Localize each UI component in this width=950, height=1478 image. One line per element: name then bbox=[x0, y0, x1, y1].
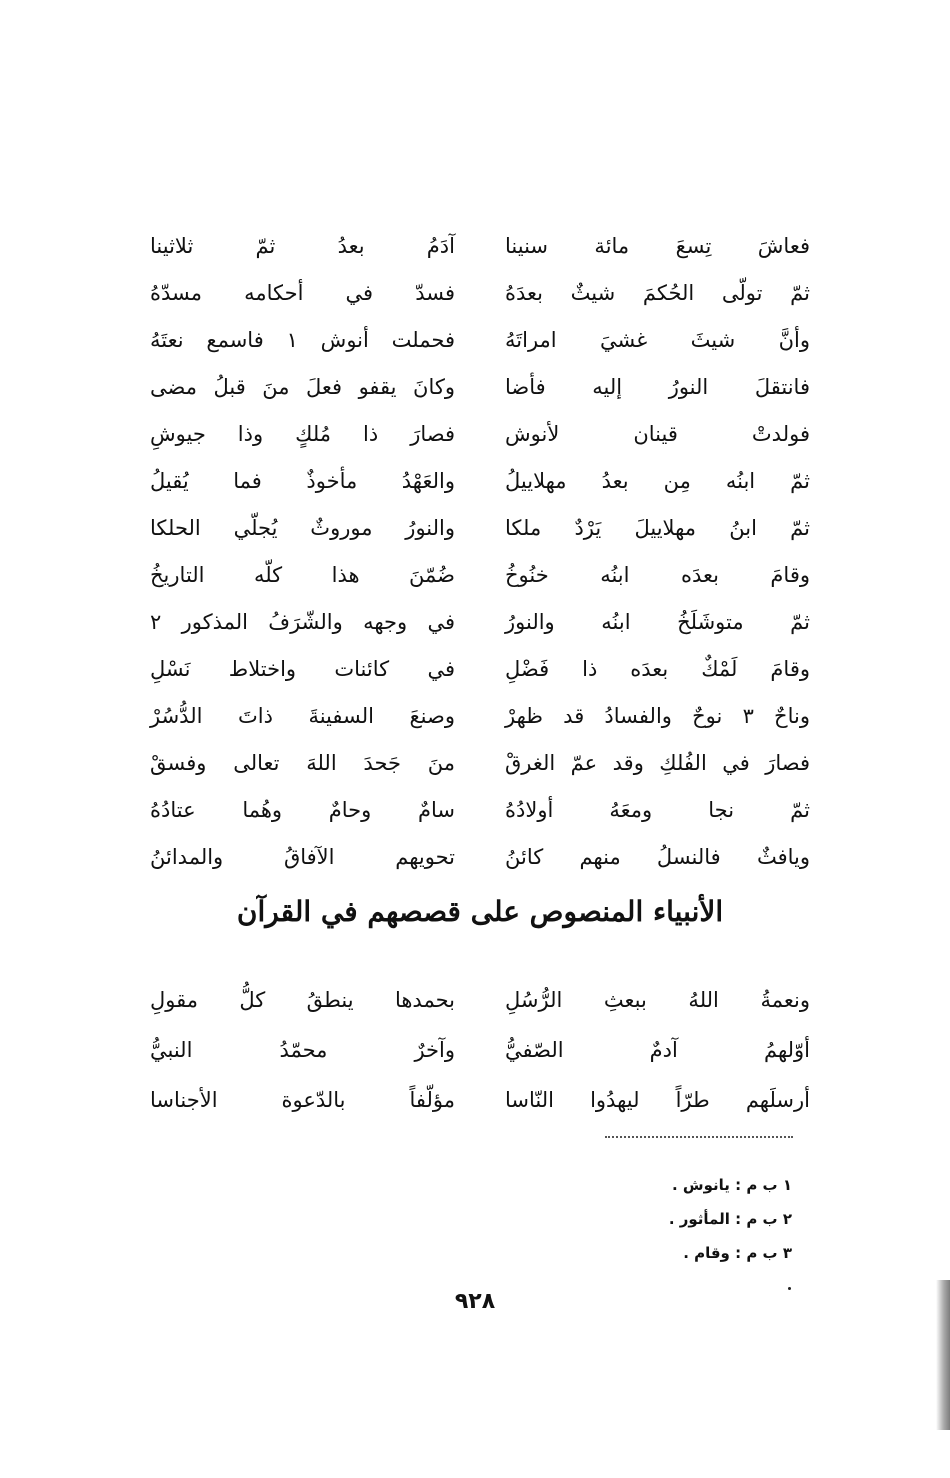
verse bbox=[150, 1075, 810, 1125]
verse bbox=[150, 645, 810, 692]
verse bbox=[150, 598, 810, 645]
verse bbox=[150, 410, 810, 457]
verse-first-hemistich: ثمّ متوشَلَخُ ابنُه والنورُ bbox=[505, 609, 810, 634]
verse-first-hemistich: فولدتْ قينان لأنوش bbox=[505, 421, 810, 446]
footnote-separator bbox=[605, 1136, 793, 1138]
verse bbox=[150, 457, 810, 504]
poem-section-1 bbox=[150, 222, 810, 880]
verse-first-hemistich: فعاشَ تِسعَ مائة سنينا bbox=[505, 233, 810, 258]
verse bbox=[150, 363, 810, 410]
section-heading: الأنبياء المنصوص على قصصهم في القرآن bbox=[236, 895, 724, 928]
verse-first-hemistich: وقامَ لَمْكٌ بعدَه ذا فَضْلِ bbox=[505, 656, 810, 681]
verse-first-hemistich: ثمّ نجا ومعَهُ أولادُهُ bbox=[505, 797, 810, 822]
verse-second-hemistich: ضُمّنَ هذا كلّه التاريخُ bbox=[150, 562, 455, 587]
verse bbox=[150, 833, 810, 880]
verse-second-hemistich: والنورُ موروثٌ يُجلّي الحلكا bbox=[150, 515, 455, 540]
verse-first-hemistich: وقامَ بعدَه ابنُه خنُوخُ bbox=[505, 562, 810, 587]
verse bbox=[150, 1025, 810, 1075]
verse-first-hemistich: ثمّ ابنُه مِن بعدُ مهلاييلُ bbox=[505, 468, 810, 493]
verse bbox=[150, 316, 810, 363]
footnote: ٢ ب م : المأثور . bbox=[668, 1210, 792, 1228]
verse-second-hemistich: وآخرٌ محمّدُ النبيُّ bbox=[150, 1038, 455, 1062]
verse-second-hemistich: وكانَ يقفو فعلَ منَ قبلُ مضى bbox=[150, 374, 455, 399]
verse bbox=[150, 504, 810, 551]
verse bbox=[150, 551, 810, 598]
verse-second-hemistich: آدَمُ بعدُ ثمّ ثلاثينا bbox=[150, 233, 455, 258]
verse bbox=[150, 739, 810, 786]
page-number: ٩٢٨ bbox=[454, 1289, 496, 1314]
verse bbox=[150, 692, 810, 739]
footnote: ٣ ب م : وقام . bbox=[683, 1244, 792, 1262]
verse-second-hemistich: منَ جَحدَ اللهَ تعالى وفسقْ bbox=[150, 750, 455, 775]
verse-first-hemistich: أرسلَهم طرّاً ليهدُوا النّاسا bbox=[505, 1088, 810, 1112]
poem-section-2 bbox=[150, 975, 810, 1125]
verse-second-hemistich: في كائنات واختلاط نَسْلِ bbox=[150, 656, 455, 681]
ink-speck bbox=[788, 1287, 791, 1290]
verse-second-hemistich: في وجهه والشّرَفُ المذكور ٢ bbox=[150, 609, 455, 634]
verse bbox=[150, 786, 810, 833]
verse bbox=[150, 222, 810, 269]
verse-first-hemistich: أوّلهمُ آدمٌ الصّفيُّ bbox=[505, 1038, 810, 1062]
verse bbox=[150, 975, 810, 1025]
verse bbox=[150, 269, 810, 316]
verse-second-hemistich: فسدّ في أحكامه مسدّهُ bbox=[150, 280, 455, 305]
verse-first-hemistich: ثمّ ابنُ مهلاييلَ يَرْدٌ ملكا bbox=[505, 515, 810, 540]
verse-second-hemistich: والعَهْدُ مأخوذٌ فما يُقيلُ bbox=[150, 468, 455, 493]
verse-second-hemistich: وصنعَ السفينةَ ذاتَ الدُّسُرْ bbox=[150, 703, 455, 728]
footnote: ١ ب م : يانوش . bbox=[671, 1176, 792, 1194]
verse-second-hemistich: مؤلّفاً بالدّعوة الأجناسا bbox=[150, 1088, 455, 1112]
verse-second-hemistich: تحويهم الآفاقُ والمدائنُ bbox=[150, 844, 455, 869]
verse-second-hemistich: بحمدها ينطقُ كلُّ مقولِ bbox=[150, 988, 455, 1012]
verse-second-hemistich: فحملت أنوش ١ فاسمع نعتَهُ bbox=[150, 327, 455, 352]
verse-second-hemistich: سامٌ وحامٌ وهُما عتادُهُ bbox=[150, 797, 455, 822]
verse-first-hemistich: ويافثٌ فالنسلُ منهم كائنُ bbox=[505, 844, 810, 869]
verse-first-hemistich: ثمّ تولّى الحُكمَ شيثٌ بعدَهُ bbox=[505, 280, 810, 305]
verse-first-hemistich: فانتقلَ النورُ إليه فأضا bbox=[505, 374, 810, 399]
footnotes bbox=[560, 1168, 792, 1270]
page-edge-shadow bbox=[936, 1280, 950, 1430]
verse-first-hemistich: وأنَّ شيثَ غشيَ امراتَهُ bbox=[505, 327, 810, 352]
verse-first-hemistich: وناحٌ ٣ نوحٌ والفسادُ قد ظهرْ bbox=[505, 703, 810, 728]
verse-second-hemistich: فصارَ ذا مُلكٍ وذا جيوشِ bbox=[150, 421, 455, 446]
verse-first-hemistich: ونعمةُ اللهُ ببعثِ الرُّسُلِ bbox=[505, 988, 810, 1012]
verse-first-hemistich: فصارَ في الفُلكِ وقد عمّ الغرقْ bbox=[505, 750, 810, 775]
